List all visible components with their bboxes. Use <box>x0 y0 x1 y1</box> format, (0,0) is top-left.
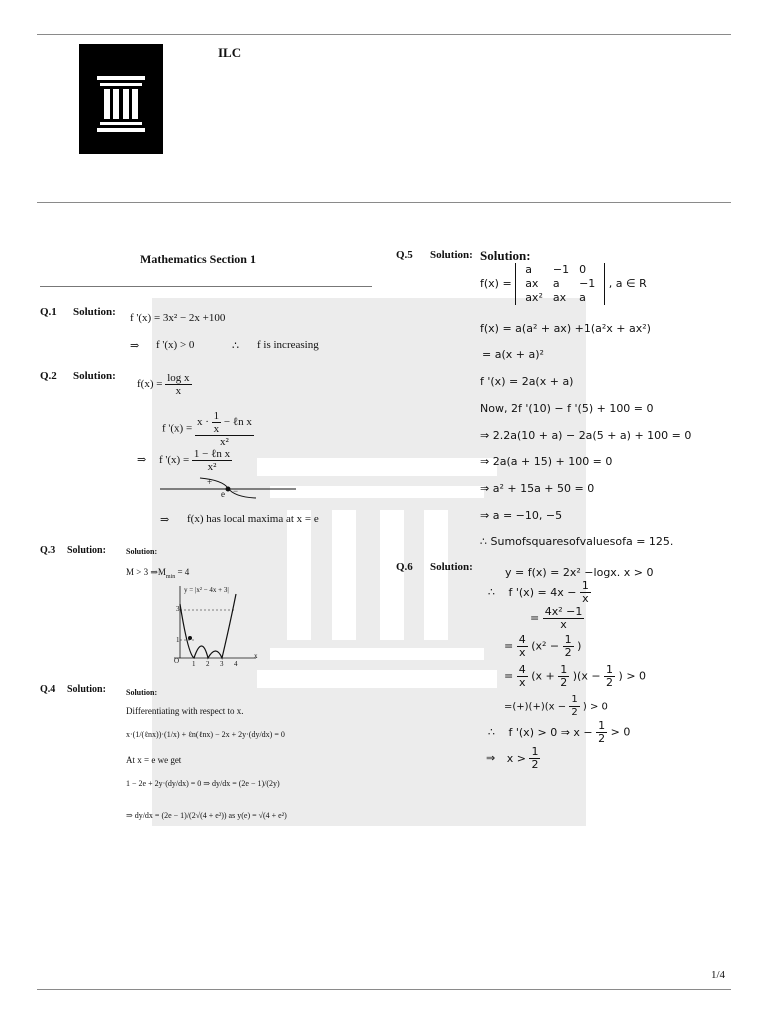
q5-determinant-line <box>480 263 647 305</box>
q6-l7-den: 2 <box>598 732 606 745</box>
q5-det-cell: a <box>579 291 586 304</box>
q6-l5-den2: 2 <box>560 676 568 689</box>
q6-l4-den2: 2 <box>564 646 572 659</box>
q2-l2-num-a: x · <box>196 416 209 429</box>
q5-line: ⇒ a² + 15a + 50 = 0 <box>480 482 595 495</box>
q6-l2-frac <box>580 580 591 605</box>
q6-l5-eq: = <box>504 669 514 683</box>
q5-line: f '(x) = 2a(x + a) <box>480 375 574 388</box>
q6-l5-den: x <box>518 676 526 689</box>
q6-l3-den: x <box>560 618 567 631</box>
q6-l5-num2: 1 <box>560 663 568 676</box>
q5-solution-label: Solution: <box>430 249 473 261</box>
q5-solution-big: Solution: <box>480 248 531 263</box>
q2-implies-2: ⇒ <box>160 514 170 526</box>
q2-l3-lhs: f '(x) = <box>158 454 190 467</box>
q6-l6-num: 1 <box>571 694 578 705</box>
header-rule-bottom <box>37 202 731 203</box>
q6-l3-eq: = <box>530 611 540 625</box>
q6-l8-a: x > <box>506 751 526 765</box>
q5-det-cell: −1 <box>552 263 570 276</box>
q5-det-cell: 0 <box>579 263 587 276</box>
q6-l3-num: 4x² −1 <box>544 605 583 618</box>
q6-l5-frac <box>517 664 528 689</box>
q2-solution-label: Solution: <box>73 370 116 382</box>
q1-implies: ⇒ <box>130 340 140 352</box>
footer-rule <box>37 989 731 990</box>
q3-y3: 3 <box>176 605 180 613</box>
q2-line-3 <box>137 448 232 473</box>
q5-line: ⇒ 2a(a + 15) + 100 = 0 <box>480 455 613 468</box>
q2-number: Q.2 <box>40 370 57 382</box>
org-name: ILC <box>218 45 242 60</box>
q6-l8-implies: ⇒ <box>486 751 496 765</box>
q2-l2-inner-den: x <box>213 423 220 435</box>
q6-number: Q.6 <box>396 561 413 573</box>
q2-sign-minus: − <box>233 486 239 496</box>
q6-l4-b: ) <box>577 639 582 653</box>
q2-l2-den: x² <box>219 436 229 448</box>
q5-line: = a(x + a)² <box>482 348 544 361</box>
q6-l4-num: 4 <box>518 633 526 646</box>
q6-solution-label: Solution: <box>430 561 473 573</box>
q1-line-1: f '(x) = 3x² − 2x +100 <box>130 312 226 324</box>
q1-line-2b: f is increasing <box>257 339 319 351</box>
q6-line-1: y = f(x) = 2x² −logx. x > 0 <box>505 566 654 579</box>
q3-solution-small: Solution: <box>126 547 158 556</box>
q6-line-5 <box>504 664 646 689</box>
q2-line-2 <box>162 410 254 448</box>
q6-l6-den: 2 <box>571 707 578 718</box>
q5-line: ∴ Sumofsquaresofvaluesofa = 125. <box>480 535 674 548</box>
q2-l1-lhs: f(x) = <box>137 378 163 391</box>
q6-l8-num: 1 <box>531 745 539 758</box>
page-number: 1/4 <box>711 969 726 981</box>
q6-l7-therefore: ∴ <box>488 725 495 739</box>
pillar-logo-icon <box>79 44 163 154</box>
q6-l8-den: 2 <box>531 758 539 771</box>
q2-sign-plus: + <box>207 477 213 487</box>
q6-l5-den3: 2 <box>606 676 614 689</box>
q3-curve-label: y = |x² − 4x + 3| <box>184 586 229 594</box>
q2-l2-inner-num: 1 <box>213 410 220 422</box>
q6-l2-den: x <box>582 592 589 605</box>
q5-det-cell: ax² <box>525 291 543 304</box>
q5-line: f(x) = a(a² + ax) +1(a²x + ax²) <box>480 322 651 335</box>
q5-number: Q.5 <box>396 249 413 261</box>
q4-line-3: At x = e we get <box>126 755 182 765</box>
q3-xlabel: x <box>254 652 258 660</box>
q6-line-3 <box>530 606 584 631</box>
q6-l4-frac2 <box>563 634 574 659</box>
q3-graph <box>170 584 262 668</box>
q3-solution-label: Solution: <box>67 545 106 556</box>
q2-l3-den: x² <box>207 461 217 473</box>
q6-l7-a: f '(x) > 0 ⇒ x − <box>508 725 593 739</box>
q6-l5-frac3 <box>604 664 615 689</box>
q6-l5-num: 4 <box>518 663 526 676</box>
q3-x4: 4 <box>234 660 238 668</box>
q2-l2-num <box>195 410 254 436</box>
q3-l1-a: M > 3 ⇒M <box>126 567 166 577</box>
q5-det-cell: a <box>525 263 532 276</box>
q6-line-6 <box>504 694 608 719</box>
q5-det-cell: −1 <box>579 277 596 290</box>
logo <box>79 44 163 154</box>
q6-l4-den: x <box>518 646 526 659</box>
q3-l1-sub: min <box>165 573 176 580</box>
q6-line-2 <box>488 580 591 605</box>
q6-l5-frac2 <box>558 664 569 689</box>
q2-l1-fraction <box>165 372 191 397</box>
q4-number: Q.4 <box>40 684 56 695</box>
q1-therefore: ∴ <box>232 340 239 352</box>
q1-solution-label: Solution: <box>73 306 116 318</box>
q2-l2-num-b: − ℓn x <box>223 416 252 429</box>
q5-det-cell: ax <box>525 277 539 290</box>
q4-solution-small: Solution: <box>126 688 158 697</box>
q2-sign-e: e <box>221 489 225 499</box>
q6-l6-frac <box>569 694 579 719</box>
q6-l6-b: ) > 0 <box>582 701 608 713</box>
q6-l8-frac <box>529 746 540 771</box>
q6-l5-b: )(x − <box>572 669 601 683</box>
q6-line-7 <box>488 720 630 745</box>
q5-line: ⇒ a = −10, −5 <box>480 509 563 522</box>
q5-det-cell: ax <box>552 291 567 304</box>
q2-line-1 <box>137 372 192 397</box>
q4-solution-label: Solution: <box>67 684 106 695</box>
q6-l2-num: 1 <box>581 579 589 592</box>
q6-line-8 <box>486 746 540 771</box>
q4-line-1: Differentiating with respect to x. <box>126 706 244 716</box>
q3-x2: 2 <box>206 660 210 668</box>
q6-l6-a: =(+)(+)(x − <box>504 701 567 713</box>
q6-l4-num2: 1 <box>564 633 572 646</box>
q2-l2-fraction <box>195 410 254 448</box>
q6-l5-a: (x + <box>531 669 555 683</box>
header-rule-top <box>37 34 731 35</box>
q6-l3-frac <box>543 606 585 631</box>
q2-l3-implies: ⇒ <box>137 454 147 467</box>
q2-l1-num: log x <box>167 372 190 384</box>
q6-l2-therefore: ∴ <box>488 585 495 599</box>
q4-line-5: ⇒ dy/dx = (2e − 1)/(2√(4 + e²)) as y(e) = √(4 + e²) <box>126 811 287 820</box>
q3-origin: O <box>174 657 180 665</box>
q5-line: ⇒ 2.2a(10 + a) − 2a(5 + a) + 100 = 0 <box>480 429 692 442</box>
q2-l3-fraction <box>192 448 232 473</box>
q2-l2-inner-frac <box>212 410 222 435</box>
q6-l2-lhs: f '(x) = 4x − <box>508 585 577 599</box>
q6-l7-frac <box>596 720 607 745</box>
q3-number: Q.3 <box>40 545 56 556</box>
q3-y1: 1 <box>176 636 180 644</box>
q1-line-2a: f '(x) > 0 <box>156 339 195 351</box>
q6-l4-frac <box>517 634 528 659</box>
q2-sign-diagram <box>160 476 300 500</box>
q2-l3-num: 1 − ℓn x <box>193 448 231 460</box>
q2-l1-den: x <box>175 385 182 397</box>
q3-line-1 <box>126 567 189 580</box>
q6-line-4 <box>504 634 581 659</box>
q5-determinant <box>515 263 605 305</box>
q2-line-4: f(x) has local maxima at x = e <box>187 513 319 525</box>
q6-l5-c: ) > 0 <box>618 669 647 683</box>
q3-x3: 3 <box>220 660 224 668</box>
q1-number: Q.1 <box>40 306 57 318</box>
q6-l4-eq: = <box>504 639 514 653</box>
q6-l7-b: > 0 <box>610 725 631 739</box>
q5-det-lhs: f(x) = <box>480 277 512 290</box>
section-title: Mathematics Section 1 <box>140 252 256 266</box>
q6-l5-num3: 1 <box>606 663 614 676</box>
q5-det-rhs: , a ∈ R <box>608 277 647 290</box>
q2-l2-lhs: f '(x) = <box>162 422 193 435</box>
q6-l7-num: 1 <box>598 719 606 732</box>
q3-l1-b: = 4 <box>175 567 190 577</box>
q4-line-2: x·(1/(ℓnx))·(1/x) + ℓn(ℓnx) − 2x + 2y·(dy/dx) = 0 <box>126 730 285 739</box>
q5-det-cell: a <box>552 277 560 290</box>
q3-x1: 1 <box>192 660 196 668</box>
q5-line: Now, 2f '(10) − f '(5) + 100 = 0 <box>480 402 654 415</box>
q6-l4-a: (x² − <box>531 639 560 653</box>
q4-line-4: 1 − 2e + 2y·(dy/dx) = 0 ⇒ dy/dx = (2e − 1)/(2y) <box>126 779 280 788</box>
section-rule <box>40 286 372 287</box>
